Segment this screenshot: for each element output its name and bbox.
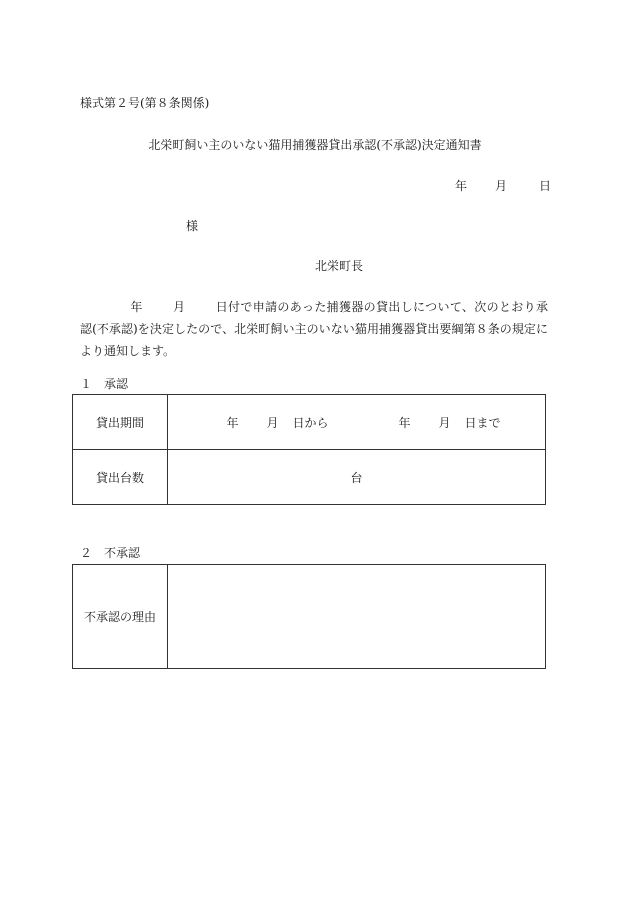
section-rejection-heading: ２ 不承認: [80, 546, 141, 560]
addressee-suffix: 様: [186, 219, 199, 233]
loan-period-label: 貸出期間: [73, 395, 168, 450]
rejection-reason-value[interactable]: [168, 565, 546, 669]
table-row: [73, 450, 546, 505]
loan-count-label: 貸出台数: [73, 450, 168, 505]
table-row: [73, 565, 546, 669]
issue-date-month: 月: [495, 179, 508, 193]
period-from-day: 日から: [292, 415, 329, 430]
period-to-year: 年: [398, 415, 411, 430]
body-month: 月: [172, 300, 186, 314]
issuer: 北栄町長: [315, 259, 364, 273]
loan-period-value[interactable]: [168, 395, 546, 450]
period-from-year: 年: [226, 415, 239, 430]
issue-date-day: 日: [539, 179, 552, 193]
form-number: 様式第２号(第８条関係): [80, 96, 210, 110]
table-row: [73, 395, 546, 450]
body-year: 年: [130, 300, 143, 314]
body-paragraph: [80, 296, 548, 362]
loan-count-unit: 台: [350, 470, 363, 485]
document-title: 北栄町飼い主のいない猫用捕獲器貸出承認(不承認)決定通知書: [148, 138, 482, 152]
period-to-day: 日まで: [464, 415, 501, 430]
body-rest: 日付で申請のあった捕獲器の貸出しについて、次のとおり承認(不承認)を決定したので、北栄町飼い主のいない猫用捕獲器貸出要綱第８条の規定により通知します。: [80, 300, 548, 358]
period-to-month: 月: [438, 415, 451, 430]
rejection-table: [72, 564, 546, 669]
rejection-reason-label: 不承認の理由: [73, 565, 168, 669]
issue-date: [455, 178, 555, 194]
period-from-month: 月: [266, 415, 279, 430]
section-approval-heading: １ 承認: [80, 377, 129, 391]
loan-count-value[interactable]: [168, 450, 546, 505]
approval-table: [72, 394, 546, 505]
issue-date-year: 年: [455, 179, 468, 193]
